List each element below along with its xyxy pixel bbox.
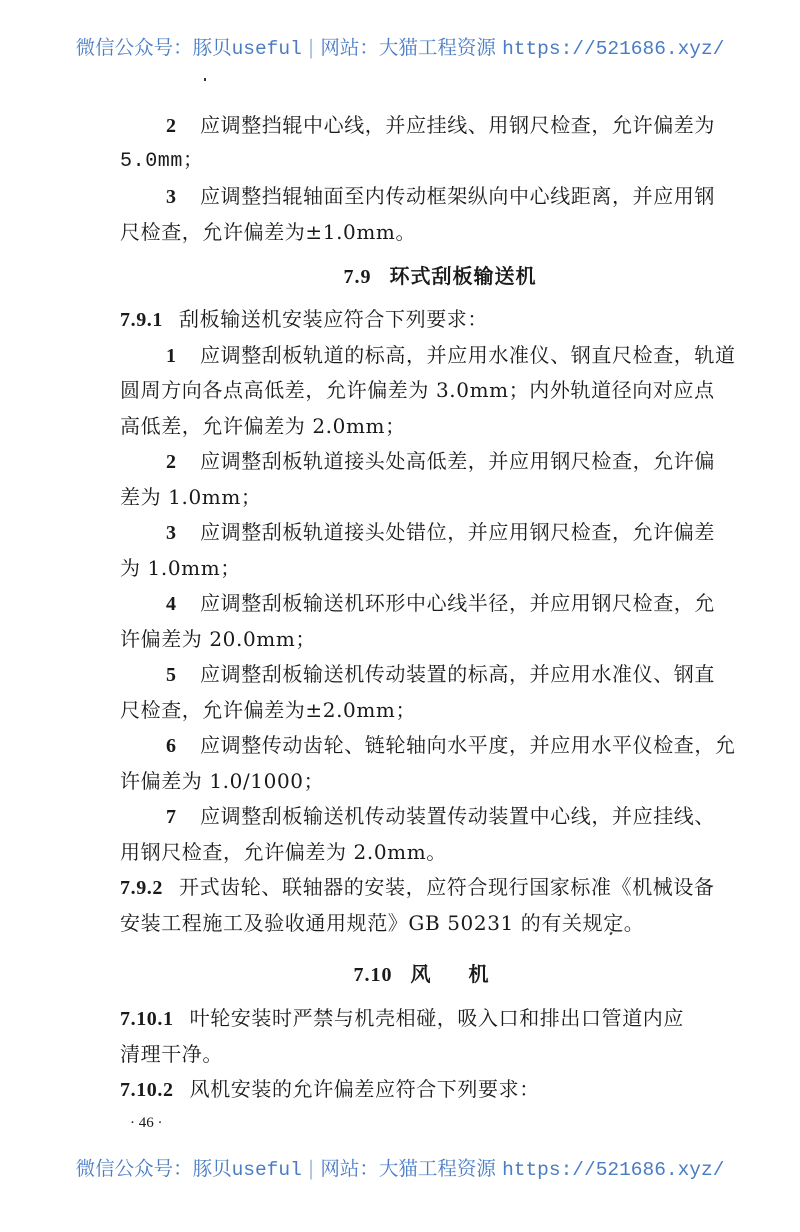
clause-7-9-1-item-4-line-1: 4 应调整刮板输送机环形中心线半径，并应用钢尺检查，允 [166, 591, 715, 615]
watermark-header [0, 32, 800, 60]
section-heading-7-9: 7.9 环式刮板输送机 [343, 264, 537, 288]
watermark-url[interactable]: https://521686.xyz/ [502, 1159, 725, 1181]
clause-7-9-1-item-6-line-2: 许偏差为 1.0/1000； [120, 768, 325, 793]
watermark-account-prefix: 微信公众号：豚贝 [75, 1157, 232, 1180]
clause-7-9-2-line-1: 7.9.2 开式齿轮、联轴器的安装，应符合现行国家标准《机械设备 [120, 875, 715, 899]
clause-7-9-1-item-3-line-2: 为 1.0mm； [120, 555, 241, 580]
item-2-line-1: 2 应调整挡辊中心线，并应挂线、用钢尺检查，允许偏差为 [166, 113, 715, 137]
clause-7-9-1-item-6-line-1: 6 应调整传动齿轮、链轮轴向水平度，并应用水平仪检查，允 [166, 733, 736, 757]
clause-7-10-1-line-2: 清理干净。 [120, 1041, 223, 1066]
clause-7-9-2-line-2: 安装工程施工及验收通用规范》GB 50231 的有关规定。 [120, 910, 645, 935]
item-3-line-2: 尺检查，允许偏差为±1.0mm。 [120, 219, 417, 244]
watermark-site-label: 网站：大猫工程资源 [320, 1157, 503, 1180]
watermark-separator: | [307, 1157, 315, 1180]
clause-7-9-1-item-1-line-1: 1 应调整刮板轨道的标高，并应用水准仪、钢直尺检查，轨道 [166, 342, 736, 367]
clause-7-9-1-item-5-line-1: 5 应调整刮板输送机传动装置的标高，并应用水准仪、钢直 [166, 662, 715, 686]
watermark-url[interactable]: https://521686.xyz/ [502, 38, 725, 60]
document-page [120, 108, 760, 1138]
item-3-line-1: 3 应调整挡辊轴面至内传动框架纵向中心线距离，并应用钢 [166, 184, 715, 208]
watermark-footer [0, 1153, 800, 1181]
page-number: · 46 · [130, 1114, 163, 1131]
clause-7-9-1-item-3-line-1: 3 应调整刮板轨道接头处错位，并应用钢尺检查，允许偏差 [166, 520, 715, 544]
section-heading-7-10: 7.10 风机 [353, 962, 527, 986]
clause-7-9-1: 7.9.1 刮板输送机安装应符合下列要求： [120, 307, 488, 331]
watermark-account-prefix: 微信公众号：豚贝 [75, 36, 232, 59]
clause-7-9-1-item-2-line-2: 差为 1.0mm； [120, 484, 262, 509]
watermark-account: useful [231, 38, 302, 60]
watermark-site-label: 网站：大猫工程资源 [320, 36, 503, 59]
item-2-line-2: 5.0mm； [120, 149, 204, 173]
clause-7-9-1-item-5-line-2: 尺检查，允许偏差为±2.0mm； [120, 697, 417, 722]
watermark-account: useful [231, 1159, 302, 1181]
clause-7-9-1-item-1-line-3: 高低差，允许偏差为 2.0mm； [120, 413, 406, 438]
clause-7-9-1-item-4-line-2: 许偏差为 20.0mm； [120, 626, 317, 651]
clause-7-9-1-item-7-line-2: 用钢尺检查，允许偏差为 2.0mm。 [120, 839, 447, 864]
clause-7-9-1-item-7-line-1: 7 应调整刮板输送机传动装置传动装置中心线，并应挂线、 [166, 804, 715, 828]
clause-7-9-1-item-2-line-1: 2 应调整刮板轨道接头处高低差，并应用钢尺检查，允许偏 [166, 449, 715, 473]
scan-speck [204, 78, 206, 81]
watermark-separator: | [307, 36, 315, 59]
clause-7-9-1-item-1-line-2: 圆周方向各点高低差，允许偏差为 3.0mm；内外轨道径向对应点 [120, 378, 715, 402]
clause-7-10-1-line-1: 7.10.1 叶轮安装时严禁与机壳相碰，吸入口和排出口管道内应 [120, 1006, 685, 1030]
clause-7-10-2: 7.10.2 风机安装的允许偏差应符合下列要求： [120, 1077, 540, 1101]
